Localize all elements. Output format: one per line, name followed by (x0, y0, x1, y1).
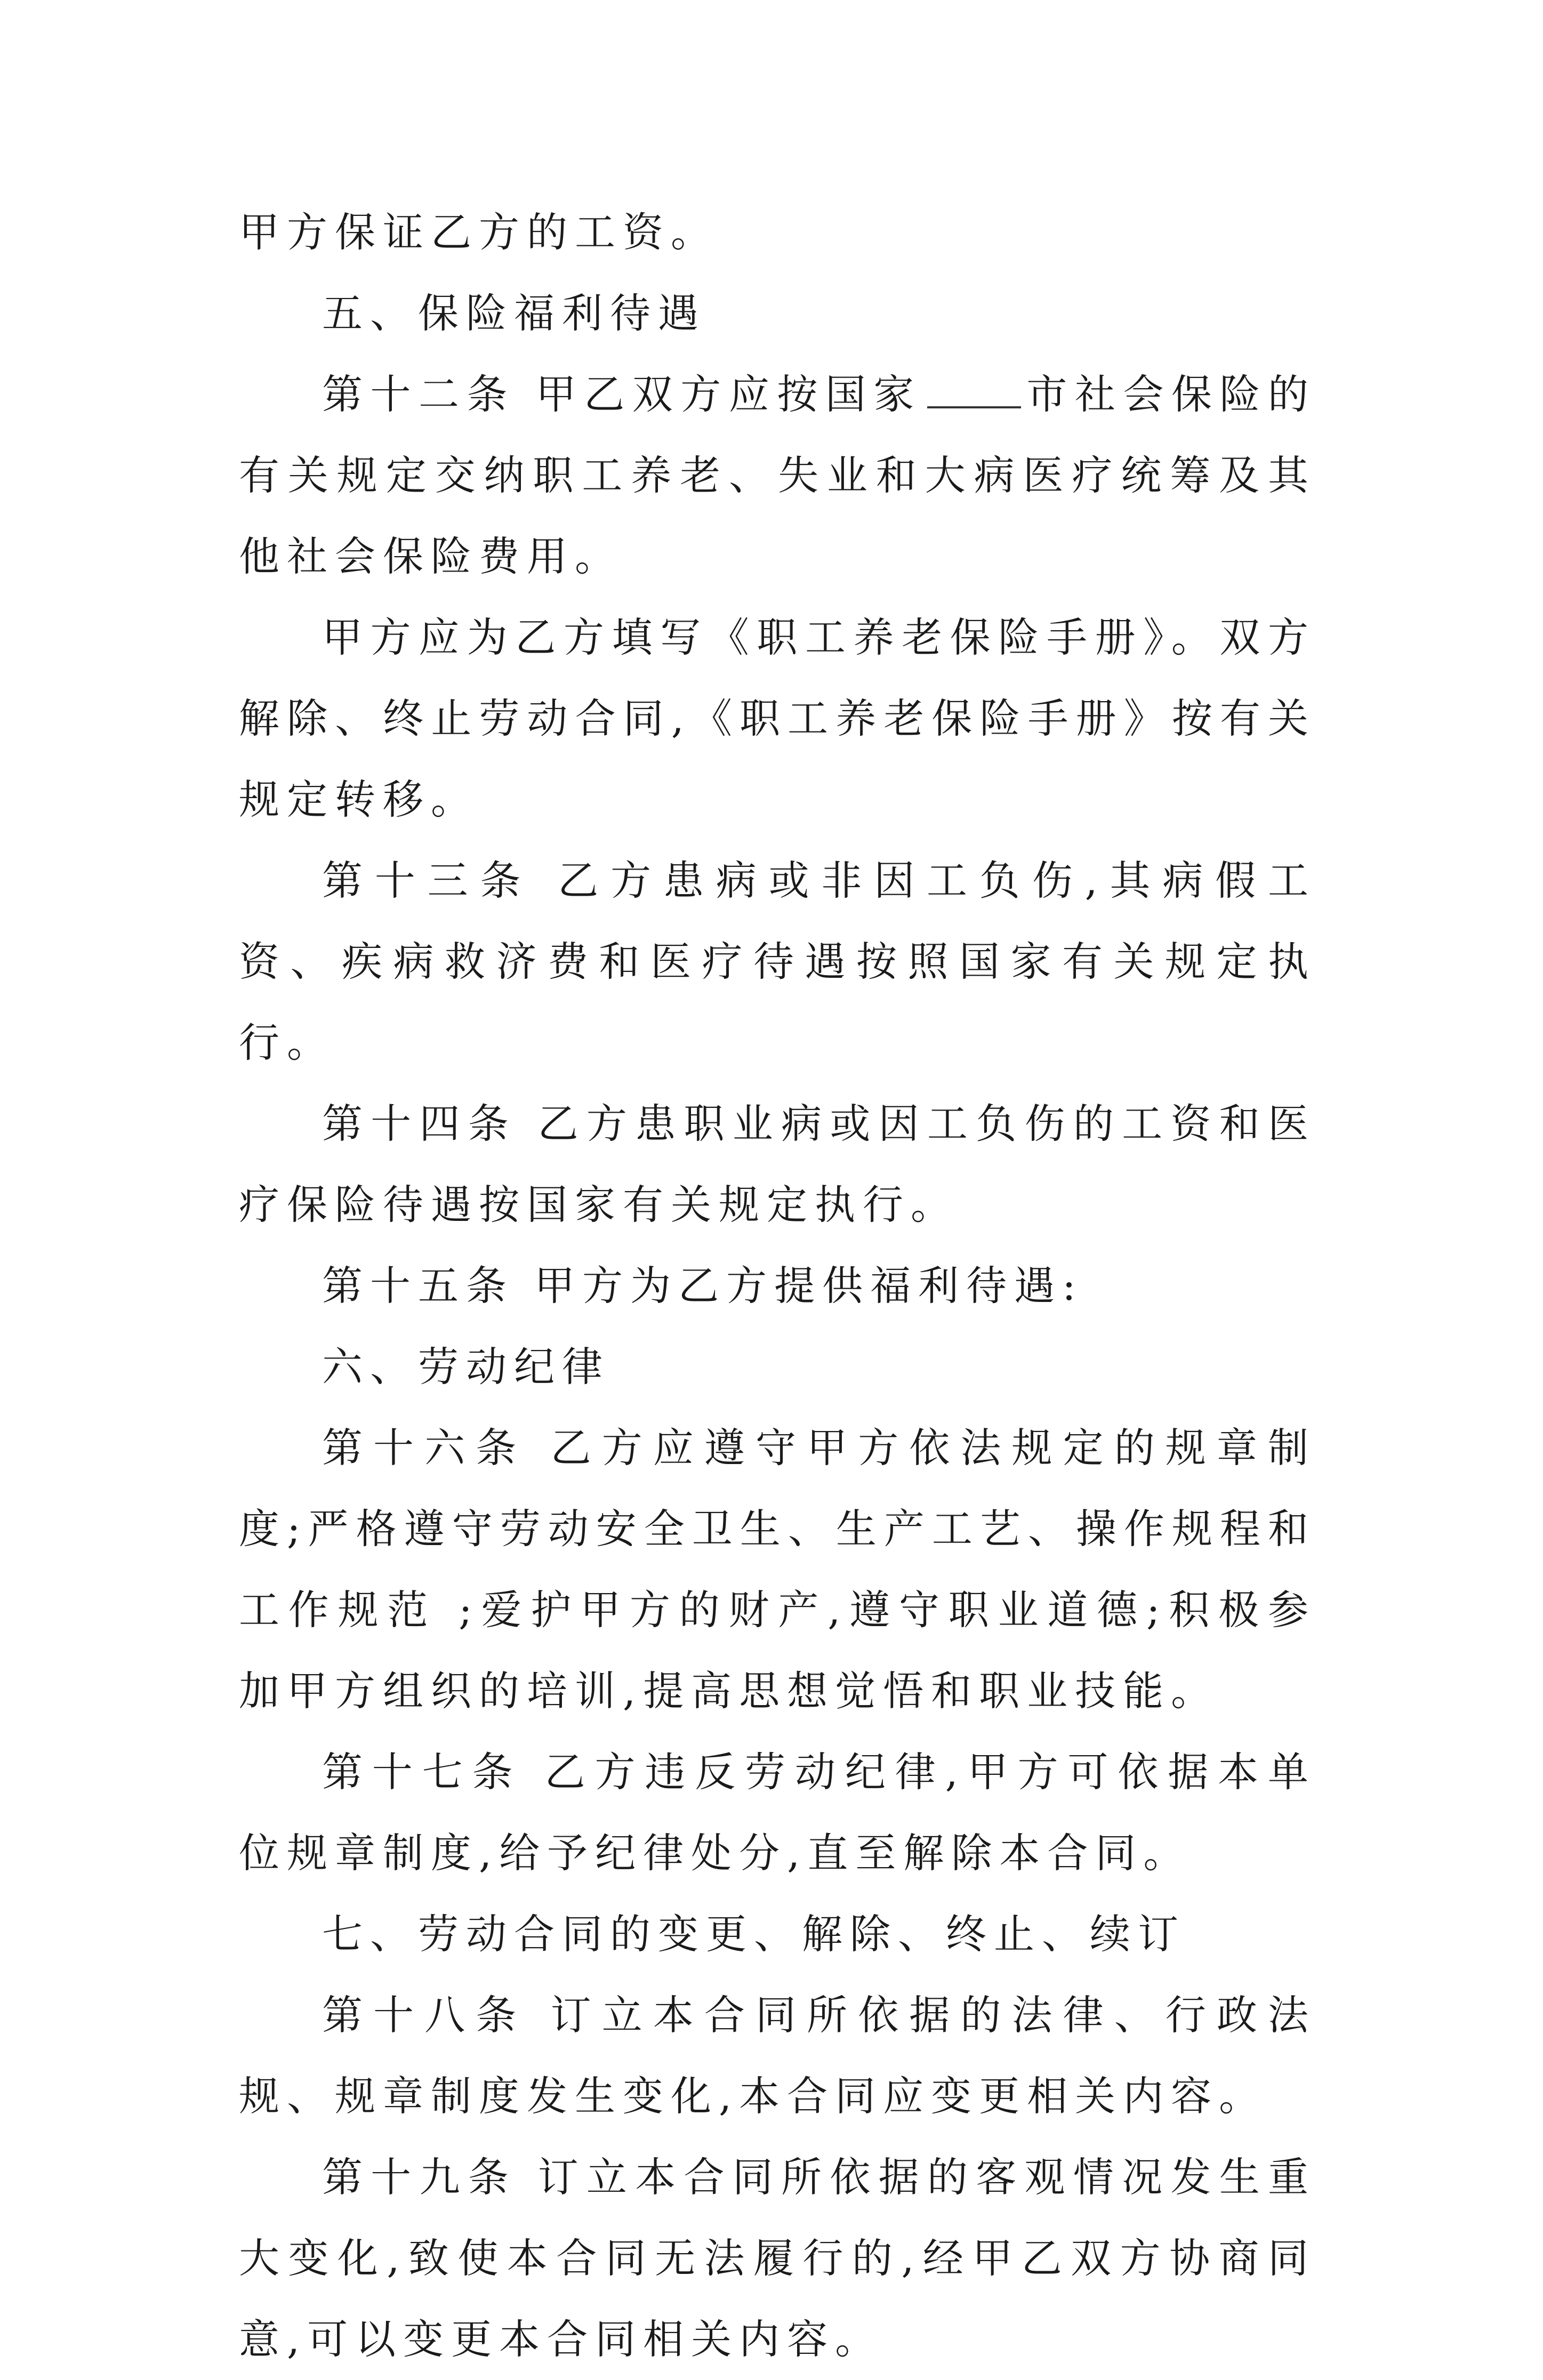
section-heading-labor-discipline: 六、劳动纪律 (322, 1343, 610, 1390)
article-18: 第十八条 订立本合同所依据的法律、行政法规、规章制度发生变化,本合同应变更相关内容。 (239, 1991, 1316, 2120)
section-heading-contract-changes: 七、劳动合同的变更、解除、终止、续订 (322, 1910, 1186, 1958)
contract-body (239, 192, 1316, 2380)
article-19: 第十九条 订立本合同所依据的客观情况发生重大变化,致使本合同无法履行的,经甲乙双方协商同意,可以变更本合同相关内容。 (239, 2153, 1316, 2363)
article-12-part2: 市社会保险的有关规定交纳职工养老、失业和大病医疗统筹及其他社会保险费用。 (239, 371, 1316, 580)
article-16: 第十六条 乙方应遵守甲方依法规定的规章制度;严格遵守劳动安全卫生、生产工艺、操作规程和工作规范 ;爱护甲方的财产,遵守职业道德;积极参加甲方组织的培训,提高思想觉悟和职业技能。 (239, 1424, 1316, 1715)
article-15: 第十五条 甲方为乙方提供福利待遇: (322, 1262, 1083, 1309)
article-13: 第十三条 乙方患病或非因工负伤,其病假工资、疾病救济费和医疗待遇按照国家有关规定执行。 (239, 857, 1316, 1066)
fill-in-blank-line (927, 371, 1021, 408)
paragraph-salary-guarantee: 甲方保证乙方的工资。 (239, 208, 719, 256)
article-17: 第十七条 乙方违反劳动纪律,甲方可依据本单位规章制度,给予纪律处分,直至解除本合同。 (239, 1748, 1316, 1877)
article-14: 第十四条 乙方患职业病或因工负伤的工资和医疗保险待遇按国家有关规定执行。 (239, 1100, 1316, 1228)
section-heading-insurance-welfare: 五、保险福利待遇 (322, 290, 706, 337)
article-12 (239, 354, 1316, 597)
paragraph-pension-handbook: 甲方应为乙方填写《职工养老保险手册》。双方解除、终止劳动合同,《职工养老保险手册》按有关规定转移。 (239, 614, 1316, 823)
article-12-part1: 第十二条 甲乙双方应按国家 (322, 371, 922, 418)
